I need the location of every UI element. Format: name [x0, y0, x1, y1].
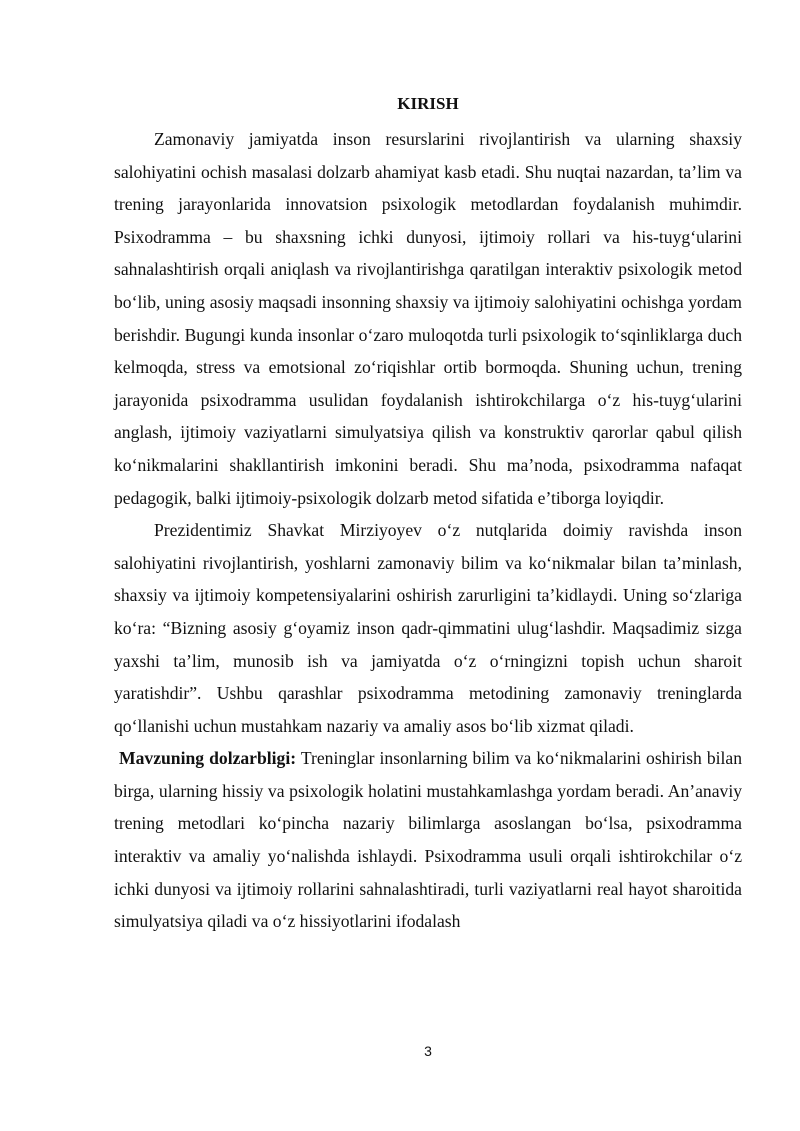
- paragraph-lead-label: Mavzuning dolzarbligi:: [119, 748, 297, 769]
- section-heading: KIRISH: [397, 94, 459, 113]
- paragraph-body: Treninglar insonlarning bilim va ko‘nikmalarini oshirish bilan birga, ularning hissiy va psixologik holatini mustahkamlashga yordam beradi. An’anaviy trening metodlari ko‘pincha nazariy bilimlarga asoslangan bo‘lsa, psixodramma interaktiv va amaliy yo‘nalishda ishlaydi. Psixodramma usuli orqali ishtirokchilar o‘z ichki dunyosi va ijtimoiy rollarini sahnalashtiradi, turli vaziyatlarni real hayot sharoitida simulyatsiya qiladi va o‘z hissiyotlarini ifodalash: [114, 748, 742, 932]
- body-text: [114, 123, 742, 938]
- paragraph-introduction: Zamonaviy jamiyatda inson resurslarini rivojlantirish va ularning shaxsiy salohiyatini ochish masalasi dolzarb ahamiyat kasb etadi. Shu nuqtai nazardan, ta’lim va trening jarayonlarida innovatsion psixologik metodlardan foydalanish muhimdir. Psixodramma – bu shaxsning ichki dunyosi, ijtimoiy rollari va his-tuyg‘ularini sahnalashtirish orqali aniqlash va rivojlantirishga qaratilgan interaktiv psixologik metod bo‘lib, uning asosiy maqsadi insonning shaxsiy va ijtimoiy salohiyatini ochishga yordam berishdir. Bugungi kunda insonlar o‘zaro muloqotda turli psixologik to‘sqinliklarga duch kelmoqda, stress va emotsional zo‘riqishlar ortib bormoqda. Shuning uchun, trening jarayonida psixodramma usulidan foydalanish ishtirokchilarga o‘z his-tuyg‘ularini anglash, ijtimoiy vaziyatlarni simulyatsiya qilish va konstruktiv qarorlar qabul qilish ko‘nikmalarini shakllantirish imkonini beradi. Shu ma’noda, psixodramma nafaqat pedagogik, balki ijtimoiy-psixologik dolzarb metod sifatida e’tiborga loyiqdir.: [114, 129, 742, 508]
- paragraph-president-quote: Prezidentimiz Shavkat Mirziyoyev o‘z nutqlarida doimiy ravishda inson salohiyatini rivojlantirish, yoshlarni zamonaviy bilim va ko‘nikmalar bilan ta’minlash, shaxsiy va ijtimoiy kompetensiyalarini oshirish zarurligini ta’kidlaydi. Uning so‘zlariga ko‘ra: “Bizning asosiy g‘oyamiz inson qadr-qimmatini ulug‘lashdir. Maqsadimiz sizga yaxshi ta’lim, munosib ish va jamiyatda o‘z o‘rningizni topish uchun sharoit yaratishdir”. Ushbu qarashlar psixodramma metodining zamonaviy treninglarda qo‘llanishi uchun mustahkam nazariy va amaliy asos bo‘lib xizmat qiladi.: [114, 520, 742, 736]
- paragraph-topic-relevance: [114, 742, 742, 938]
- page-number: 3: [424, 1043, 432, 1059]
